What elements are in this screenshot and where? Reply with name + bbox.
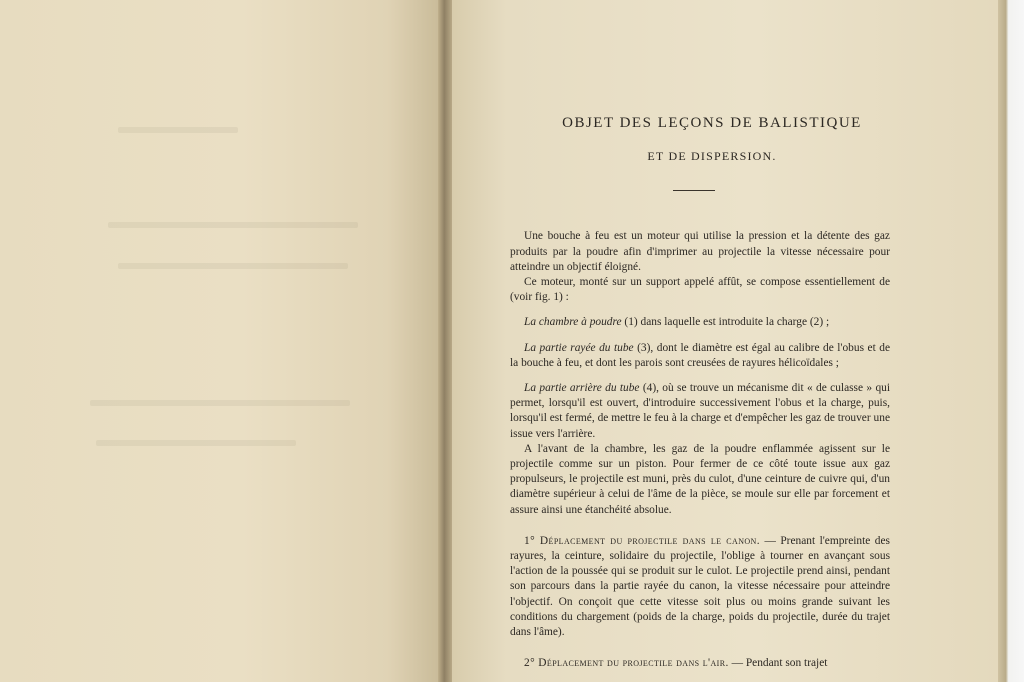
page-title: OBJET DES LEÇONS DE BALISTIQUE bbox=[562, 115, 862, 131]
paragraph-chamber: A l'avant de la chambre, les gaz de la poudre enflammée agissent sur le projectile comme sur un piston. Pour fermer de ce côté toute issue aux gaz propulseurs, le projectile est muni, près du culot, d'une ceinture de cuivre qui, d'un diamètre supérieur à celui de l'âme de la pièce, se moule sur elle par forcement et assure ainsi une étanchéité absolue. bbox=[510, 442, 890, 516]
book-gutter bbox=[438, 0, 452, 682]
page-edge bbox=[998, 0, 1024, 682]
section-text: — Pendant son trajet bbox=[728, 657, 828, 670]
bleed-through-line bbox=[108, 222, 358, 228]
page-text bbox=[510, 110, 890, 671]
component-term: La partie rayée du tube bbox=[524, 341, 634, 354]
component-text: (4), où se trouve un mécanisme dit « de culasse » qui permet, lorsqu'il est ouvert, d'introduire successivement l'obus et la charge, puis, lorsqu'il est fermé, de mettre le feu à la charge et d'empêcher les gaz de trouver une issue vers l'arrière. bbox=[510, 382, 890, 440]
page-subtitle: ET DE DISPERSION. bbox=[647, 149, 777, 164]
section-1 bbox=[510, 534, 890, 640]
bleed-through-line bbox=[96, 440, 296, 446]
component-item bbox=[510, 315, 890, 330]
title-rule bbox=[673, 190, 715, 191]
section-heading: 1° Déplacement du projectile dans le canon. bbox=[524, 534, 760, 547]
component-item bbox=[510, 341, 890, 371]
component-term: La chambre à poudre bbox=[524, 316, 622, 329]
bleed-through-line bbox=[90, 400, 350, 406]
section-heading: 2° Déplacement du projectile dans l'air. bbox=[524, 657, 729, 670]
section-2 bbox=[510, 656, 890, 671]
bleed-through-line bbox=[118, 127, 238, 133]
paragraph-components: Ce moteur, monté sur un support appelé affût, se compose essentiellement de (voir fig. 1) : bbox=[510, 276, 890, 304]
component-text: (3), dont le diamètre est égal au calibre de l'obus et de la bouche à feu, et dont les parois sont creusées de rayures hélicoïdales ; bbox=[510, 341, 890, 369]
component-item bbox=[510, 381, 890, 442]
component-text: (1) dans laquelle est introduite la charge (2) ; bbox=[621, 316, 830, 329]
section-text: — Prenant l'empreinte des rayures, la ceinture, solidaire du projectile, l'oblige à tourner en avançant sous l'action de la poussée qui se produit sur le culot. Le projectile prend ainsi, pendant son parcours dans la partie rayée du canon, la vitesse nécessaire pour atteindre l'objectif. On conçoit que cette vitesse soit plus ou moins grande suivant les conditions du chargement (poids de la charge, poids du projectile, durée du trajet dans l'âme). bbox=[510, 534, 890, 639]
paragraph-intro: Une bouche à feu est un moteur qui utilise la pression et la détente des gaz produits par la poudre afin d'imprimer au projectile la vitesse nécessaire pour atteindre un objectif éloigné. bbox=[510, 230, 890, 273]
left-page bbox=[0, 0, 440, 682]
bleed-through-line bbox=[118, 263, 348, 269]
component-term: La partie arrière du tube bbox=[524, 382, 640, 395]
